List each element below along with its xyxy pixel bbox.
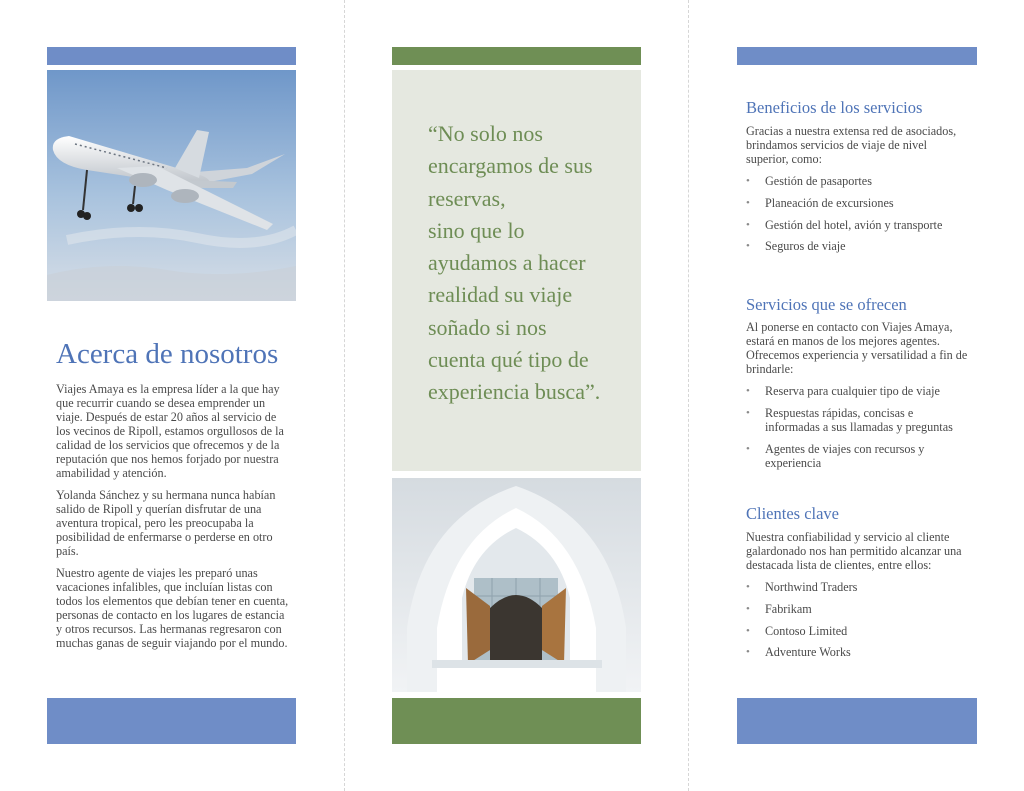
bottom-bar-right (737, 698, 977, 744)
top-bar-right (737, 47, 977, 65)
quote-line: cuenta qué tipo de (428, 347, 589, 373)
benefits-list (746, 174, 968, 261)
list-item: • Gestión del hotel, avión y transporte (746, 218, 968, 232)
list-item: • Respuestas rápidas, concisas e informadas a sus llamadas y preguntas (746, 406, 968, 434)
list-item: • Seguros de viaje (746, 239, 968, 253)
top-bar-middle (392, 47, 641, 65)
quote-line: sino que lo (428, 217, 525, 243)
bottom-bar-left (47, 698, 296, 744)
quote-line: soñado si nos (428, 314, 547, 340)
quote-line: experiencia busca”. (428, 379, 601, 405)
ice-hotel-photo (392, 478, 641, 692)
quote-line: “No solo nos (428, 121, 543, 146)
quote-line: ayudamos a hacer (428, 250, 586, 276)
list-item: • Northwind Traders (746, 580, 968, 594)
list-item: • Contoso Limited (746, 624, 968, 638)
services-list (746, 384, 968, 477)
pull-quote (428, 118, 628, 409)
benefits-title: Beneficios de los servicios (746, 98, 923, 117)
about-paragraph: Nuestro agente de viajes les preparó unas vacaciones infalibles, que incluían listas con todos los elementos que debían tener en cuenta, personas de contacto en los lugares de estancia y otros recursos. Las hermanas regresaron con muchas ganas de seguir viajando por el mundo. (56, 566, 289, 650)
about-body (56, 382, 290, 658)
list-item: • Fabrikam (746, 602, 968, 616)
bottom-bar-middle (392, 698, 641, 744)
fold-line-left (344, 0, 345, 791)
list-item: • Planeación de excursiones (746, 196, 968, 210)
quote-panel (392, 70, 641, 471)
about-paragraph: Yolanda Sánchez y su hermana nunca habían salido de Ripoll y querían disfrutar de una aventura tropical, pero les preocupaba la posibilidad de enfermarse o perderse en otro país. (56, 488, 276, 558)
quote-line: reservas, (428, 185, 506, 211)
list-item: • Gestión de pasaportes (746, 174, 968, 188)
about-paragraph: Viajes Amaya es la empresa líder a la que hay que recurrir cuando se desea emprender un viaje. Después de estar 20 años al servicio de los vecinos de Ripoll, estamos orgullosos de la calidad de los servicios que ofrecemos y de la reputación que nos hemos forjado por nuestra amabilidad y atención. (56, 382, 284, 480)
services-title: Servicios que se ofrecen (746, 295, 907, 314)
list-item: • Reserva para cualquier tipo de viaje (746, 384, 968, 398)
airplane-photo (47, 70, 296, 301)
clients-title: Clientes clave (746, 504, 840, 523)
about-title: Acerca de nosotros (56, 338, 279, 370)
benefits-intro: Gracias a nuestra extensa red de asociados, brindamos servicios de viaje de nivel superior, como: (746, 124, 957, 166)
quote-line: encargamos de sus (428, 153, 593, 179)
quote-line: realidad su viaje (428, 282, 573, 308)
top-bar-left (47, 47, 296, 65)
clients-intro: Nuestra confiabilidad y servicio al cliente galardonado nos han permitido alcanzar una destacada lista de clientes, entre ellos: (746, 530, 962, 572)
list-item: • Agentes de viajes con recursos y experiencia (746, 442, 968, 470)
clients-list (746, 580, 968, 667)
fold-line-right (688, 0, 689, 791)
list-item: • Adventure Works (746, 645, 968, 659)
services-intro: Al ponerse en contacto con Viajes Amaya, estará en manos de los mejores agentes. Ofrecemos experiencia y versatilidad a fin de brindarle: (746, 320, 968, 376)
